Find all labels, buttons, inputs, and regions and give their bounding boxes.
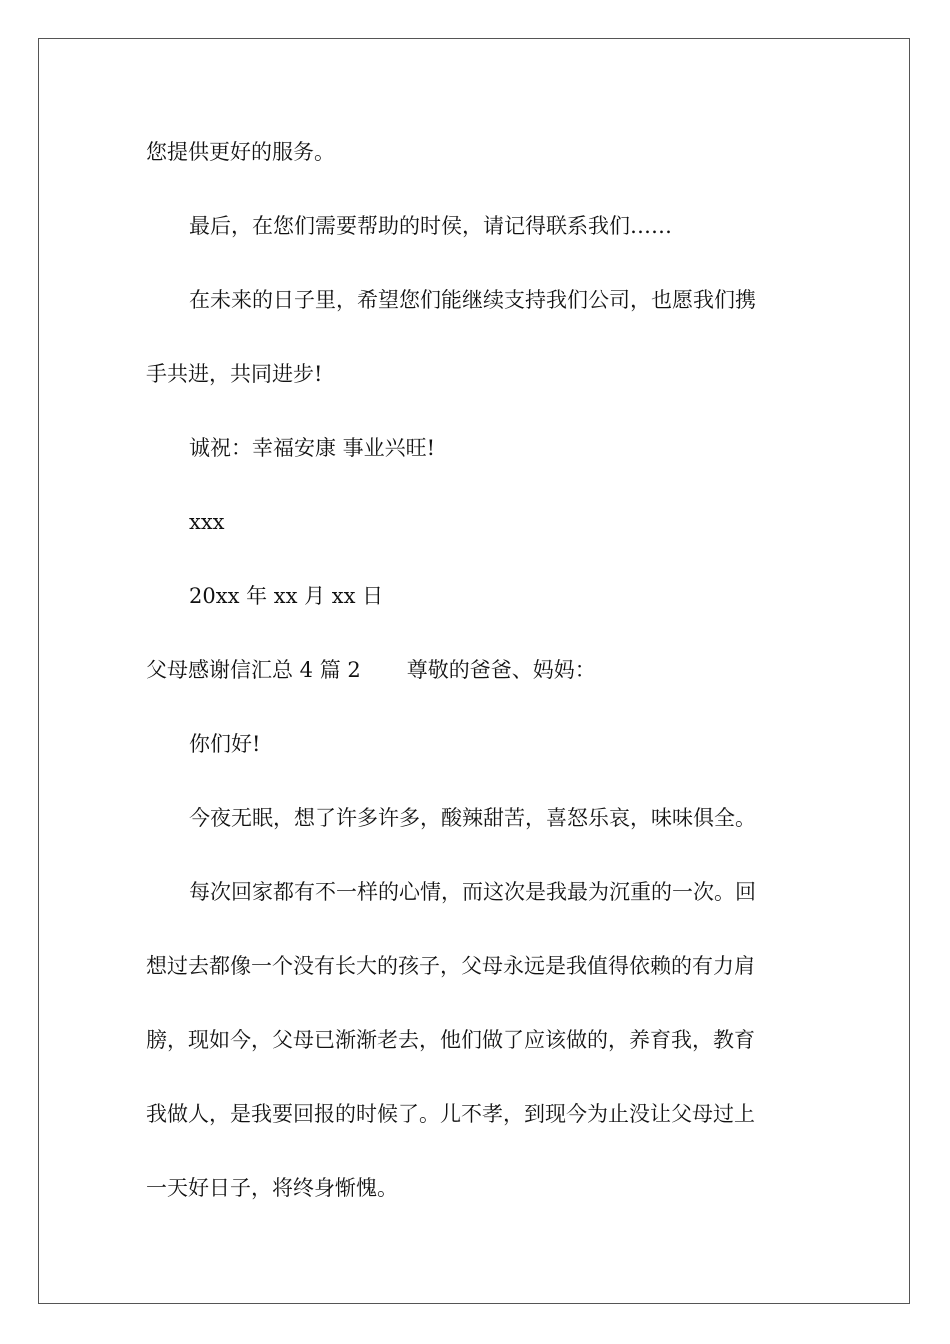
salutation: 尊敬的爸爸、妈妈： xyxy=(406,658,596,682)
greeting: 你们好! xyxy=(189,732,261,756)
body-line: 您提供更好的服务。 xyxy=(146,140,335,164)
section-heading-row xyxy=(146,656,796,684)
body-line: 在未来的日子里，希望您们能继续支持我们公司，也愿我们携 xyxy=(189,288,756,312)
body-line: 最后，在您们需要帮助的时侯，请记得联系我们…… xyxy=(189,214,672,238)
body-line: 我做人，是我要回报的时候了。儿不孝，到现今为止没让父母过上 xyxy=(146,1102,755,1126)
body-line: 膀，现如今，父母已渐渐老去，他们做了应该做的，养育我，教育 xyxy=(146,1028,755,1052)
body-line: 一天好日子，将终身惭愧。 xyxy=(146,1176,398,1200)
body-line: 每次回家都有不一样的心情，而这次是我最为沉重的一次。回 xyxy=(189,880,756,904)
body-line: 想过去都像一个没有长大的孩子，父母永远是我值得依赖的有力肩 xyxy=(146,954,755,978)
date-line: 20xx 年 xx 月 xx 日 xyxy=(189,584,384,608)
section-title: 父母感谢信汇总 4 篇 2 xyxy=(146,658,361,682)
signature: xxx xyxy=(189,510,225,534)
body-line: 手共进，共同进步! xyxy=(146,362,323,386)
body-line: 今夜无眠，想了许多许多，酸辣甜苦，喜怒乐哀，味味俱全。 xyxy=(189,806,756,830)
closing-wish: 诚祝：幸福安康 事业兴旺! xyxy=(189,436,436,460)
